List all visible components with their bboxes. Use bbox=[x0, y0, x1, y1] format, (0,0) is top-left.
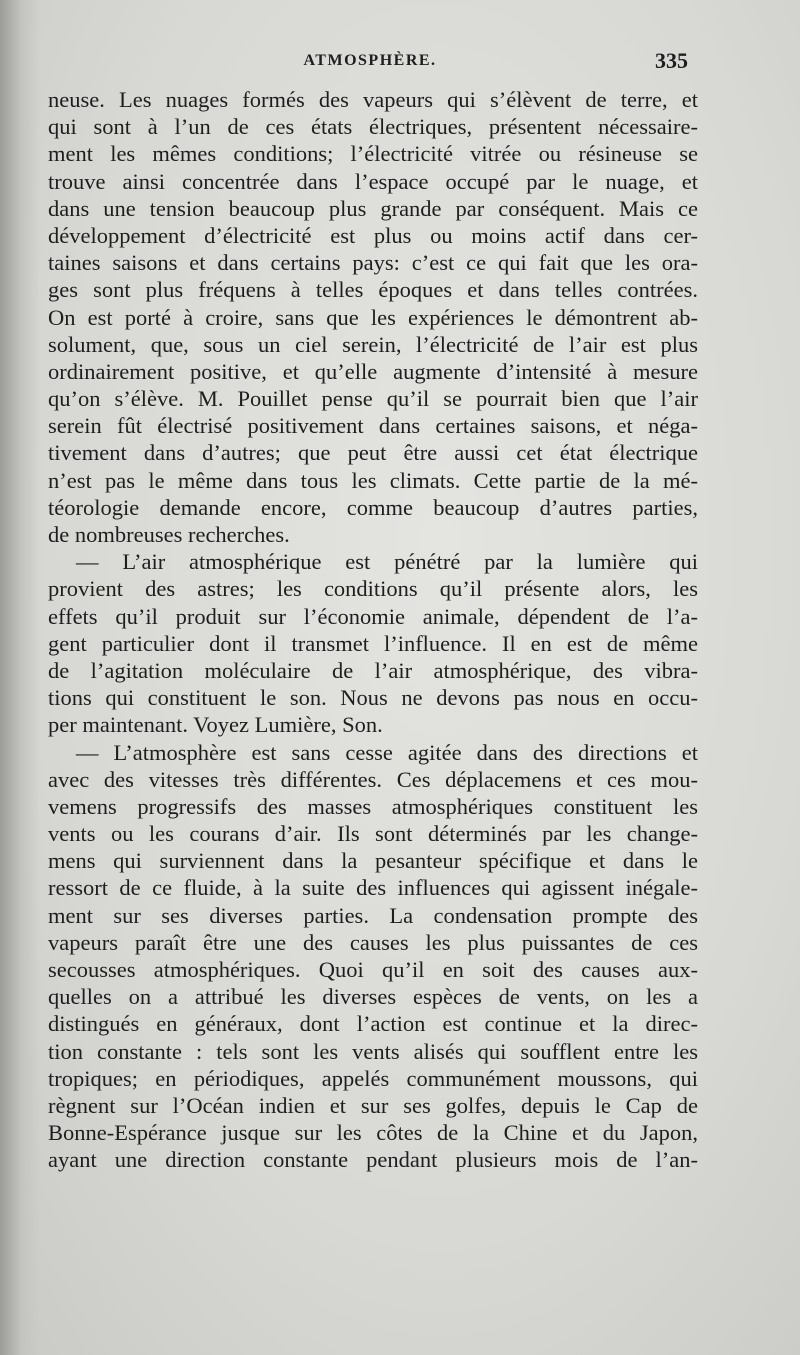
text-line: tivement dans d’autres; que peut être aussi cet état électrique bbox=[48, 440, 698, 466]
text-line: — L’air atmosphérique est pénétré par la lumière qui bbox=[76, 549, 698, 575]
text-line: solument, que, sous un ciel serein, l’électricité de l’air est plus bbox=[48, 331, 698, 357]
text-line: qu’on s’élève. M. Pouillet pense qu’il se pourrait bien que l’air bbox=[48, 386, 698, 412]
page-number: 335 bbox=[655, 48, 688, 73]
text-line: de l’agitation moléculaire de l’air atmosphérique, des vibra- bbox=[48, 657, 698, 683]
text-line: provient des astres; les conditions qu’il présente alors, les bbox=[48, 576, 698, 602]
text-line: de nombreuses recherches. bbox=[48, 522, 290, 547]
text-line: qui sont à l’un de ces états électriques, présentent nécessaire- bbox=[48, 114, 698, 140]
text-line: ges sont plus fréquens à telles époques et dans telles contrées. bbox=[48, 277, 698, 303]
text-line: vapeurs paraît être une des causes les plus puissantes de ces bbox=[48, 929, 698, 955]
page-gutter-shadow bbox=[0, 0, 40, 1355]
text-line: ayant une direction constante pendant plusieurs mois de l’an- bbox=[48, 1147, 698, 1173]
text-line: ment les mêmes conditions; l’électricité vitrée ou résineuse se bbox=[48, 141, 698, 167]
text-line: ordinairement positive, et qu’elle augmente d’intensité à mesure bbox=[48, 358, 698, 384]
body-text bbox=[48, 86, 698, 1174]
text-line: avec des vitesses très différentes. Ces déplacemens et ces mou- bbox=[48, 766, 698, 792]
text-line: On est porté à croire, sans que les expériences le démontrent ab- bbox=[48, 304, 698, 330]
text-line: ment sur ses diverses parties. La condensation prompte des bbox=[48, 902, 698, 928]
text-line: mens qui surviennent dans la pesanteur spécifique et dans le bbox=[48, 848, 698, 874]
text-line: téorologie demande encore, comme beaucoup d’autres parties, bbox=[48, 494, 698, 520]
text-line: trouve ainsi concentrée dans l’espace occupé par le nuage, et bbox=[48, 168, 698, 194]
text-line: règnent sur l’Océan indien et sur ses golfes, depuis le Cap de bbox=[48, 1092, 698, 1118]
text-line: — L’atmosphère est sans cesse agitée dans des directions et bbox=[76, 739, 698, 765]
text-line: gent particulier dont il transmet l’influence. Il en est de même bbox=[48, 630, 698, 656]
text-line: tions qui constituent le son. Nous ne devons pas nous en occu- bbox=[48, 685, 698, 711]
text-line: secousses atmosphériques. Quoi qu’il en soit des causes aux- bbox=[48, 957, 698, 982]
text-line: tion constante : tels sont les vents alisés qui soufflent entre les bbox=[48, 1038, 698, 1064]
text-line: tropiques; en périodiques, appelés communément moussons, qui bbox=[48, 1065, 698, 1091]
text-line: per maintenant. Voyez Lumière, Son. bbox=[48, 712, 383, 738]
running-head-title: ATMOSPHÈRE. bbox=[303, 52, 437, 69]
text-line: neuse. Les nuages formés des vapeurs qui s’élèvent de terre, et bbox=[48, 87, 698, 112]
running-head bbox=[0, 48, 800, 78]
text-line: serein fût électrisé positivement dans certaines saisons, et néga- bbox=[48, 413, 698, 439]
text-line: ressort de ce fluide, à la suite des influences qui agissent inégale- bbox=[48, 875, 698, 901]
text-line: Bonne-Espérance jusque sur les côtes de la Chine et du Japon, bbox=[48, 1120, 698, 1146]
text-line: quelles on a attribué les diverses espèces de vents, on les a bbox=[48, 984, 698, 1010]
text-line: distingués en généraux, dont l’action est continue et la direc- bbox=[48, 1011, 698, 1037]
text-line: vents ou les courans d’air. Ils sont déterminés par les change- bbox=[48, 821, 698, 847]
text-line: effets qu’il produit sur l’économie animale, dépendent de l’a- bbox=[48, 603, 698, 629]
text-line: dans une tension beaucoup plus grande par conséquent. Mais ce bbox=[48, 195, 698, 221]
text-line: taines saisons et dans certains pays: c’est ce qui fait que les ora- bbox=[48, 250, 698, 276]
text-line: développement d’électricité est plus ou moins actif dans cer- bbox=[48, 222, 698, 248]
text-line: n’est pas le même dans tous les climats. Cette partie de la mé- bbox=[48, 467, 698, 493]
text-line: vemens progressifs des masses atmosphériques constituent les bbox=[48, 793, 698, 819]
